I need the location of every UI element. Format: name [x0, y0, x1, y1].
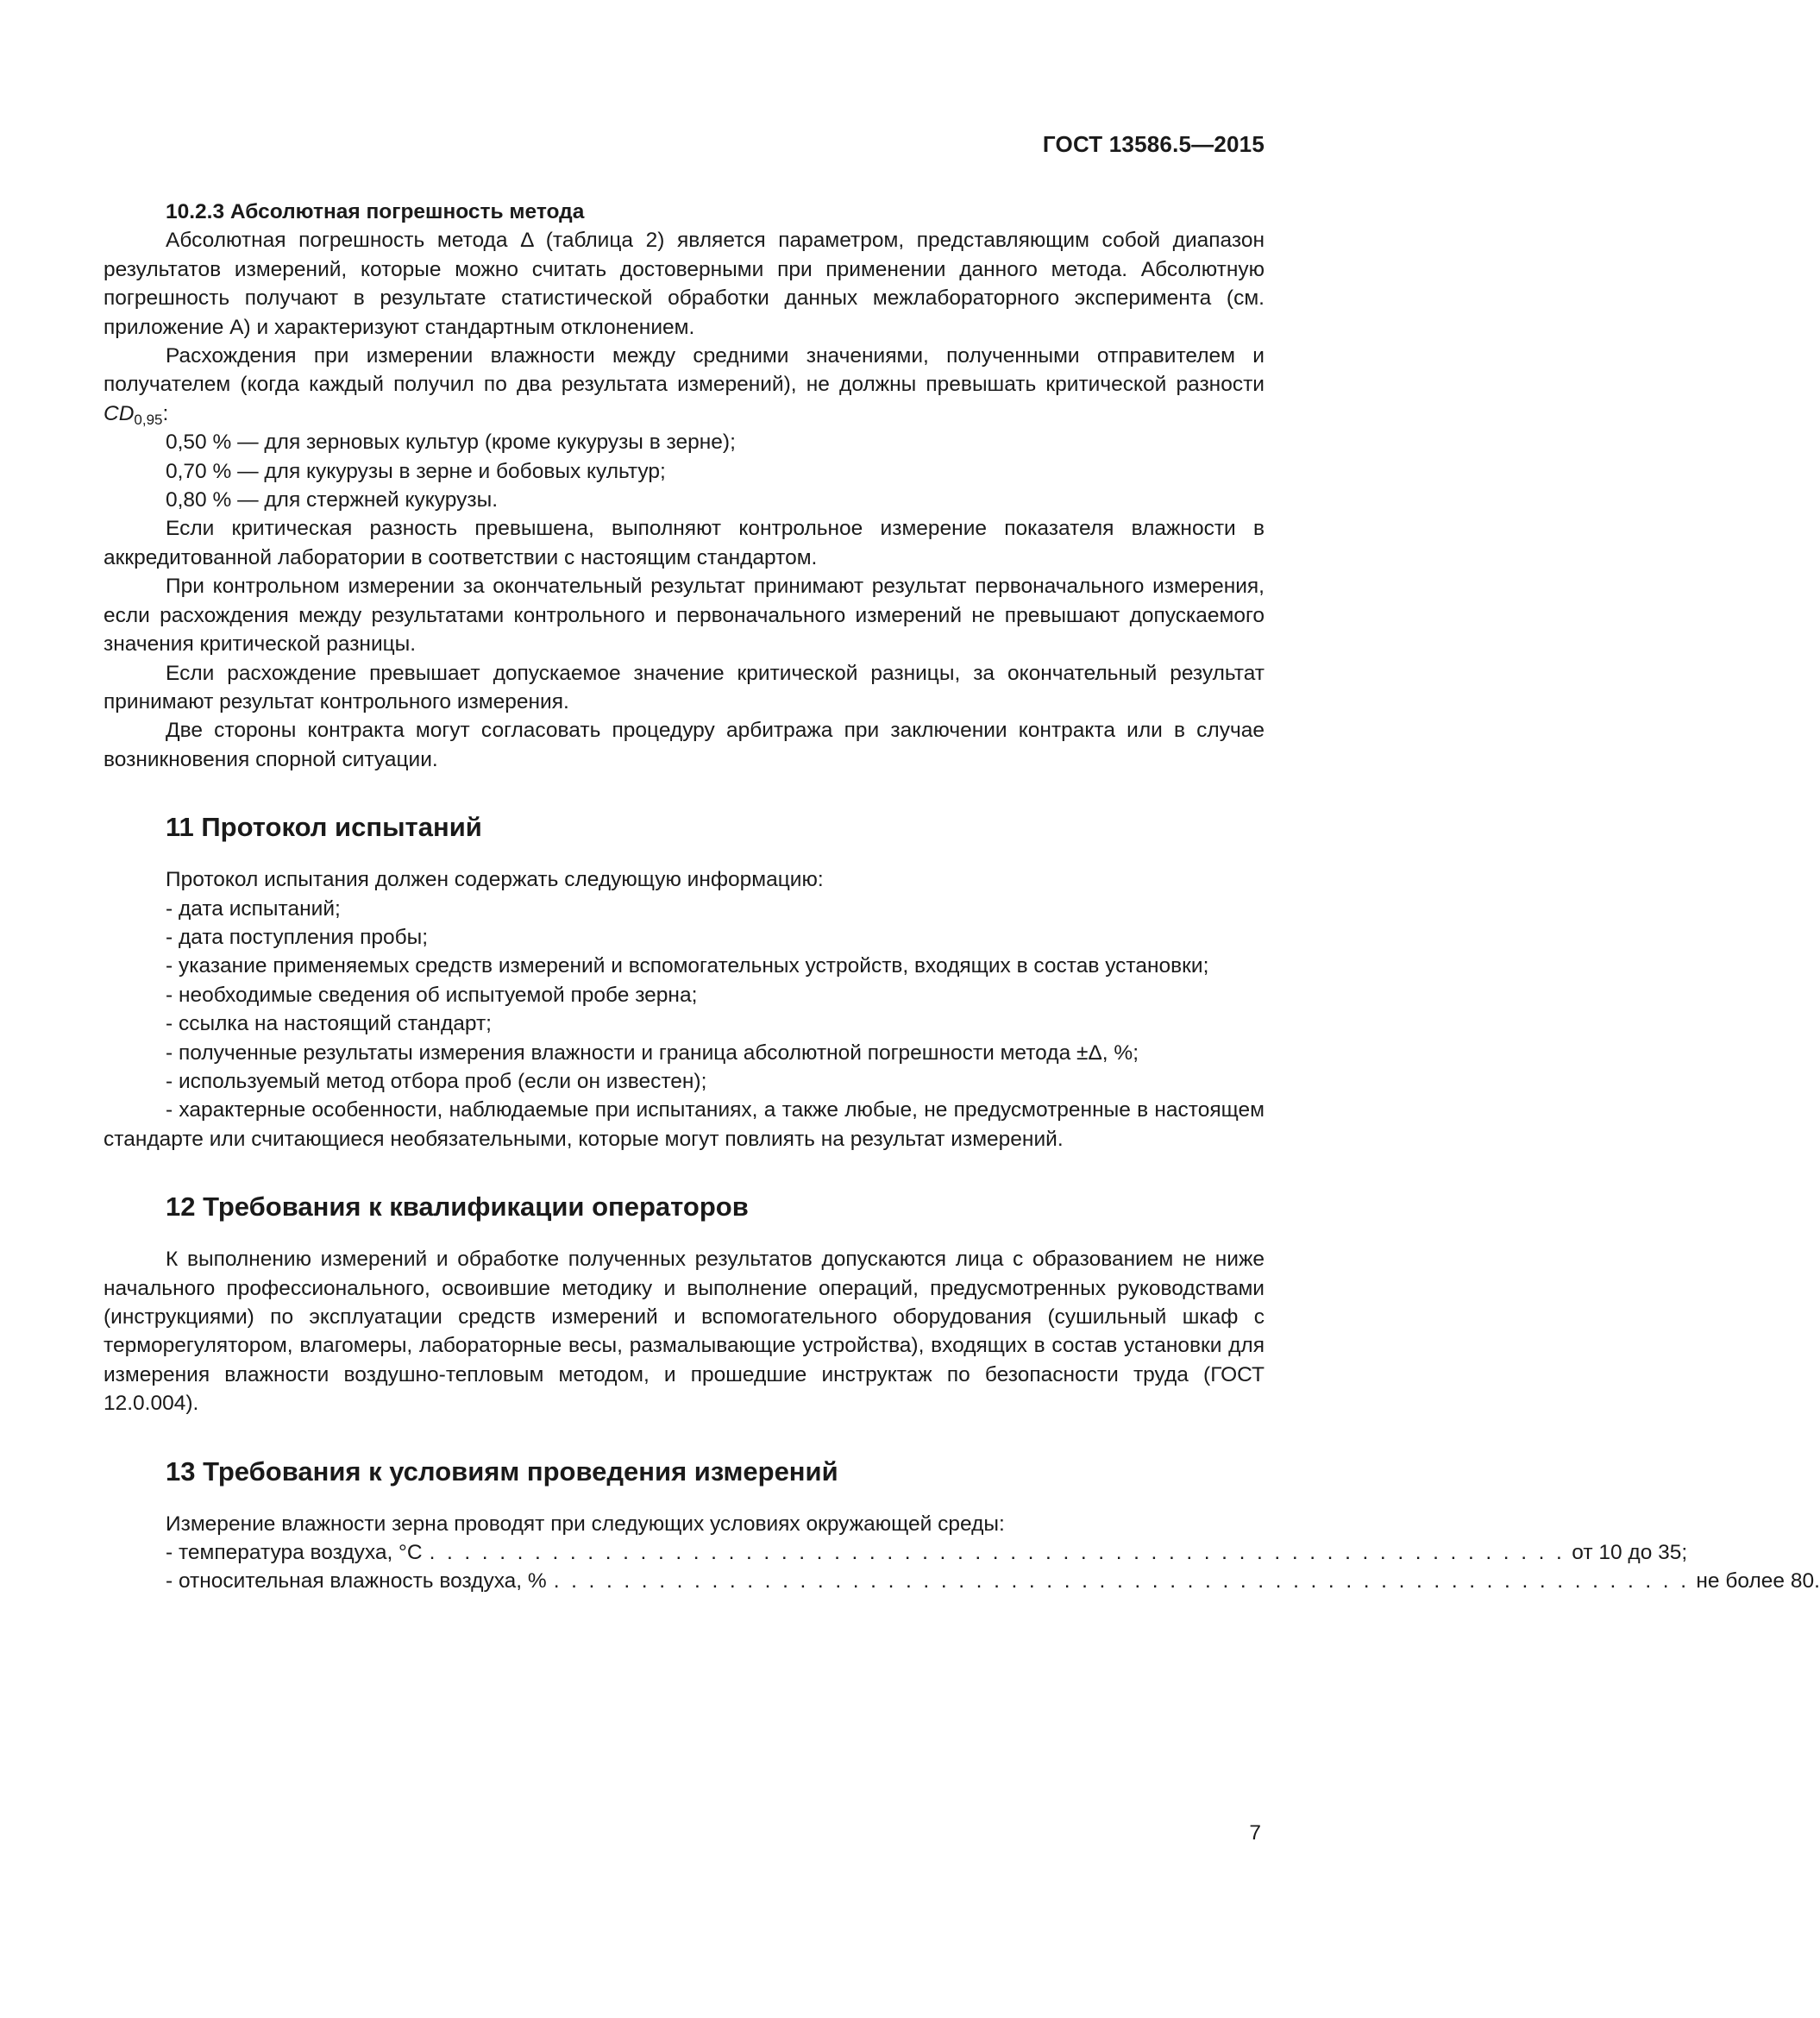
symbol-cd: CD: [104, 401, 135, 425]
list-item: - необходимые сведения об испытуемой пробе зерна;: [166, 983, 698, 1007]
dot-leader: . . . . . . . . . . . . . . . . . . . . . . . . . . . . . . . . . . . . . . . . . . . . . . . . . . . . . . . . . . . . . . . . .: [429, 1541, 1566, 1565]
paragraph: Измерение влажности зерна проводят при следующих условиях окружающей среды:: [166, 1512, 1005, 1536]
paragraph: Абсолютная погрешность метода Δ (таблица 2) является параметром, представляющим собой диапазон результатов измерений, которые можно считать достоверными при применении данного метода. Абсолютную погрешность получают в результате статистической обработки данных межлабораторного эксперимента (см. приложение А) и характеризуют стандартным отклонением.: [104, 229, 1265, 339]
paragraph: Если критическая разность превышена, выполняют контрольное измерение показателя влажности в аккредитованной лаборатории в соответствии с настоящим стандартом.: [104, 517, 1265, 569]
condition-value: от 10 до 35;: [1572, 1541, 1688, 1565]
symbol-subscript: 0,95: [134, 411, 163, 428]
condition-value: не более 80.: [1696, 1569, 1820, 1594]
list-item: - полученные результаты измерения влажности и граница абсолютной погрешности метода ±Δ, %;: [166, 1040, 1139, 1065]
document-header: ГОСТ 13586.5—2015: [1042, 131, 1265, 157]
text-fragment: Расхождения при измерении влажности между средними значениями, полученными отправителем и получателем (когда каждый получил по два результата измерений), не должны превышать критической разности: [104, 344, 1265, 397]
list-item: - дата испытаний;: [166, 896, 341, 921]
list-item: - используемый метод отбора проб (если он известен);: [166, 1069, 707, 1093]
page-number: 7: [1249, 1821, 1261, 1845]
paragraph: При контрольном измерении за окончательный результат принимают результат первоначального измерения, если расхождения между результатами контрольного и первоначального измерений не превышают допускаемого значения критической разницы.: [104, 575, 1265, 657]
list-item: - указание применяемых средств измерений и вспомогательных устройств, входящих в состав установки;: [166, 954, 1209, 978]
list-item: - дата поступления пробы;: [166, 925, 429, 949]
condition-row-temperature: [104, 1538, 1688, 1567]
dot-leader: . . . . . . . . . . . . . . . . . . . . . . . . . . . . . . . . . . . . . . . . . . . . . . . . . . . . . . . . . . . . . . . . .: [553, 1569, 1690, 1594]
condition-label: - относительная влажность воздуха, %: [166, 1569, 547, 1594]
condition-label: - температура воздуха, °С: [166, 1541, 423, 1565]
list-item: - ссылка на настоящий стандарт;: [166, 1012, 492, 1036]
list-item: 0,70 % — для кукурузы в зерне и бобовых культур;: [166, 459, 666, 483]
subsection-title-10-2-3: 10.2.3 Абсолютная погрешность метода: [166, 200, 585, 223]
section-title-11: 11 Протокол испытаний: [166, 812, 482, 843]
list-item: 0,50 % — для зерновых культур (кроме кукурузы в зерне);: [166, 431, 736, 455]
paragraph: Протокол испытания должен содержать следующую информацию:: [166, 868, 824, 892]
condition-row-humidity: [104, 1567, 1820, 1595]
page-content: [104, 198, 1820, 1596]
list-item: - характерные особенности, наблюдаемые при испытаниях, а также любые, не предусмотренные в настоящем стандарте или считающиеся необязательными, которые могут повлиять на результат измерений.: [104, 1098, 1265, 1151]
paragraph-critical-difference: [104, 342, 1265, 428]
paragraph: Две стороны контракта могут согласовать процедуру арбитража при заключении контракта или в случае возникновения спорной ситуации.: [104, 719, 1265, 771]
list-item: 0,80 % — для стержней кукурузы.: [166, 488, 499, 512]
paragraph: К выполнению измерений и обработке полученных результатов допускаются лица с образованием не ниже начального профессионального, освоившие методику и выполнение операций, предусмотренных руководствами (инструкциями) по эксплуатации средств измерений и вспомогательного оборудования (сушильный шкаф с терморегулятором, влагомеры, лабораторные весы, размалывающие устройства), входящих в состав установки для измерения влажности воздушно-тепловым методом, и прошедшие инструктаж по безопасности труда (ГОСТ 12.0.004).: [104, 1248, 1265, 1416]
paragraph: Если расхождение превышает допускаемое значение критической разницы, за окончательный результат принимают результат контрольного измерения.: [104, 661, 1265, 714]
section-title-12: 12 Требования к квалификации операторов: [166, 1191, 749, 1223]
text-fragment: :: [162, 401, 169, 425]
section-title-13: 13 Требования к условиям проведения измерений: [166, 1455, 838, 1487]
